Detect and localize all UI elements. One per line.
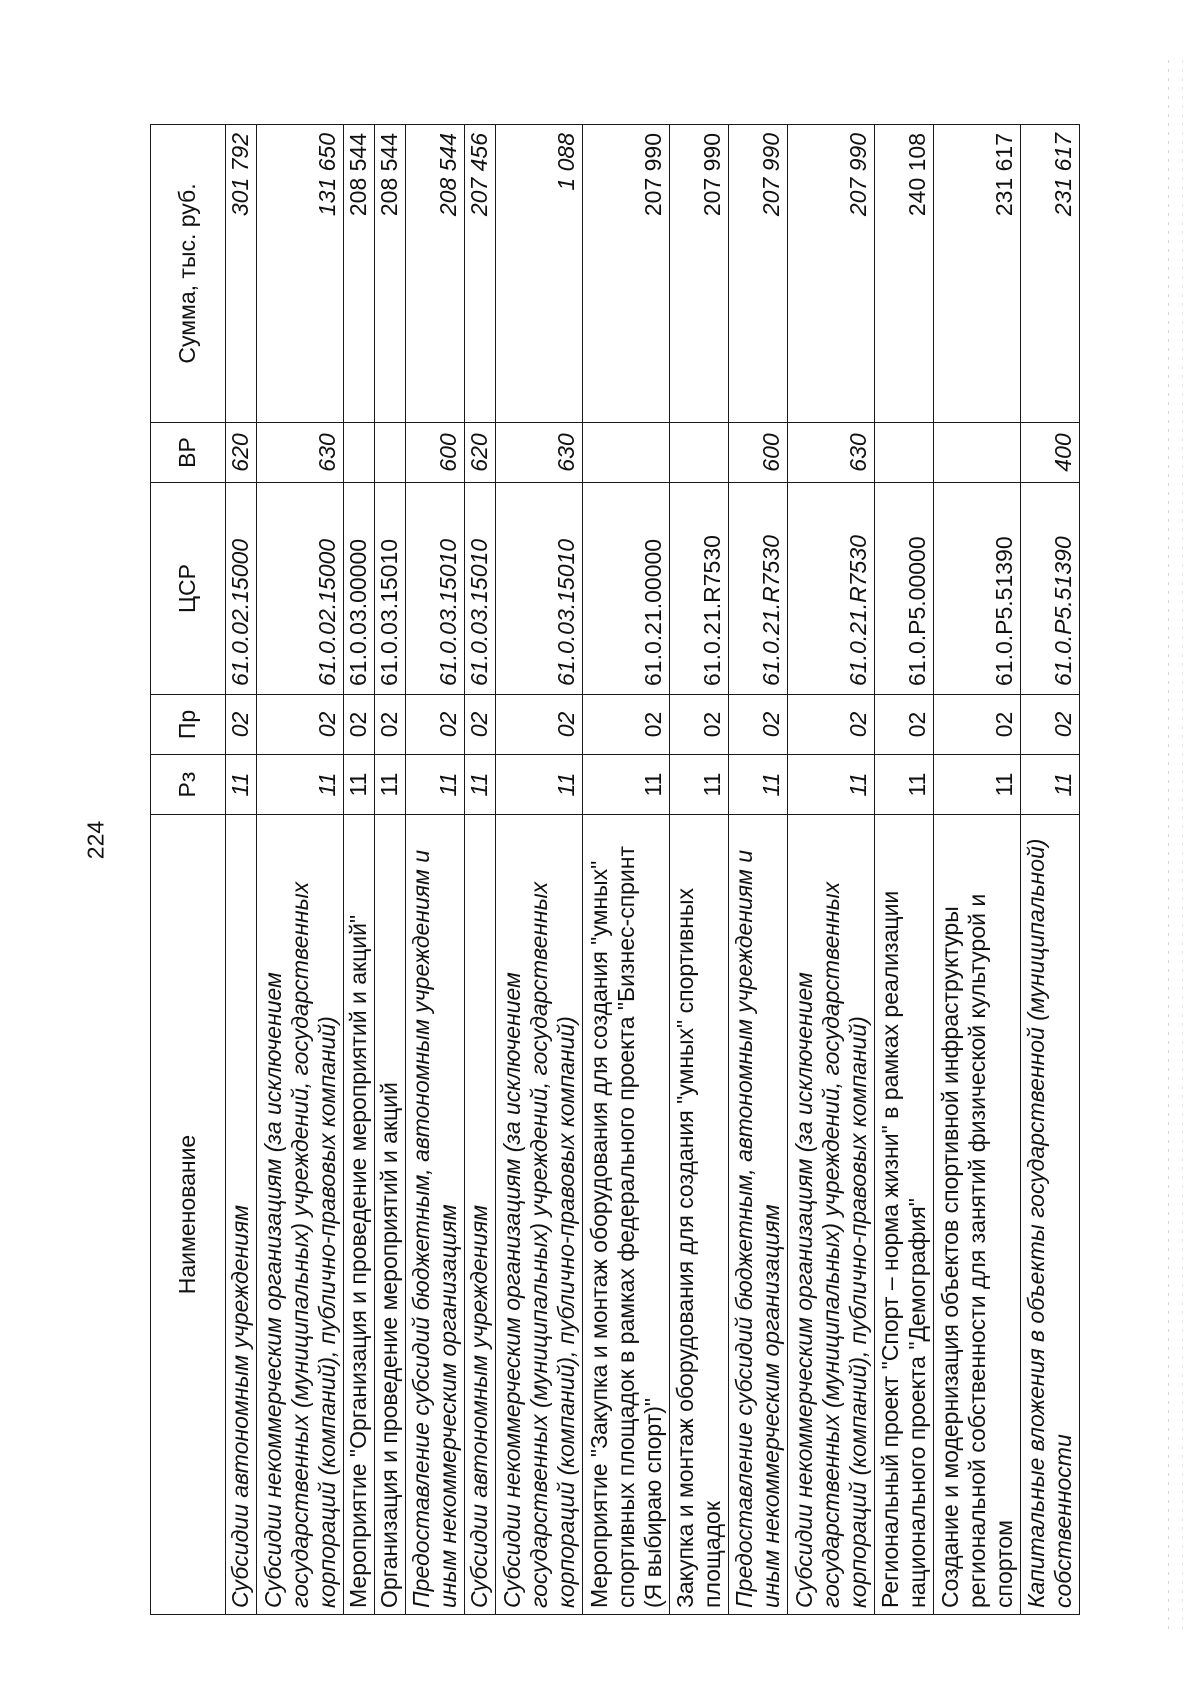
- header-pr: Пр: [151, 695, 226, 755]
- table-row: [226, 125, 257, 1615]
- cell-pr: 02: [375, 695, 406, 755]
- cell-csr: 61.0.P5.51390: [1020, 483, 1079, 695]
- cell-vr: 620: [226, 423, 257, 483]
- cell-vr: 600: [406, 423, 465, 483]
- table-header: [151, 125, 226, 1615]
- cell-vr: [375, 423, 406, 483]
- cell-pr: 02: [670, 695, 729, 755]
- table-row: [257, 125, 344, 1615]
- table-row: [874, 125, 933, 1615]
- cell-csr: 61.0.03.15010: [496, 483, 583, 695]
- cell-rz: 11: [583, 755, 670, 815]
- cell-rz: 11: [226, 755, 257, 815]
- cell-rz: 11: [1020, 755, 1079, 815]
- cell-csr: 61.0.21.R7530: [670, 483, 729, 695]
- cell-pr: 02: [406, 695, 465, 755]
- cell-vr: 630: [788, 423, 875, 483]
- cell-vr: 400: [1020, 423, 1079, 483]
- cell-name: Создание и модернизация объектов спортивной инфраструктуры региональной собственности для занятий физической культурой и спортом: [933, 815, 1020, 1615]
- cell-sum: 208 544: [406, 125, 465, 423]
- cell-name: Региональный проект "Спорт – норма жизни" в рамках реализации национального проекта "Демография": [874, 815, 933, 1615]
- cell-name: Мероприятие "Организация и проведение мероприятий и акций": [343, 815, 374, 1615]
- cell-rz: 11: [375, 755, 406, 815]
- cell-name: Субсидии некоммерческим организациям (за исключением государственных (муниципальных) учреждений, государственных корпораций (компаний), публично-правовых компаний): [788, 815, 875, 1615]
- cell-sum: 207 456: [465, 125, 496, 423]
- cell-rz: 11: [788, 755, 875, 815]
- cell-csr: 61.0.02.15000: [226, 483, 257, 695]
- header-csr: ЦСР: [151, 483, 226, 695]
- cell-sum: 131 650: [257, 125, 344, 423]
- cell-pr: 02: [1020, 695, 1079, 755]
- cell-rz: 11: [729, 755, 788, 815]
- cell-vr: [933, 423, 1020, 483]
- cell-csr: 61.0.P5.51390: [933, 483, 1020, 695]
- cell-name: Субсидии некоммерческим организациям (за исключением государственных (муниципальных) учреждений, государственных корпораций (компаний), публично-правовых компаний): [257, 815, 344, 1615]
- cell-sum: 207 990: [729, 125, 788, 423]
- cell-rz: 11: [670, 755, 729, 815]
- cell-csr: 61.0.21.R7530: [788, 483, 875, 695]
- table-body: [226, 125, 1080, 1615]
- page-number: 224: [82, 820, 109, 860]
- cell-sum: 231 617: [933, 125, 1020, 423]
- cell-name: Капитальные вложения в объекты государственной (муниципальной) собственности: [1020, 815, 1079, 1615]
- cell-vr: 630: [496, 423, 583, 483]
- cell-rz: 11: [933, 755, 1020, 815]
- table-row: [465, 125, 496, 1615]
- cell-name: Мероприятие "Закупка и монтаж оборудования для создания "умных" спортивных площадок в рамках федерального проекта "Бизнес-спринт (Я выбираю спорт)": [583, 815, 670, 1615]
- cell-rz: 11: [874, 755, 933, 815]
- cell-csr: 61.0.03.15010: [406, 483, 465, 695]
- cell-vr: [874, 423, 933, 483]
- cell-name: Субсидии некоммерческим организациям (за исключением государственных (муниципальных) учреждений, государственных корпораций (компаний), публично-правовых компаний): [496, 815, 583, 1615]
- cell-name: Предоставление субсидий бюджетным, автономным учреждениям и иным некоммерческим организациям: [729, 815, 788, 1615]
- cell-sum: 208 544: [375, 125, 406, 423]
- cell-vr: [343, 423, 374, 483]
- cell-csr: 61.0.02.15000: [257, 483, 344, 695]
- cell-sum: 1 088: [496, 125, 583, 423]
- budget-table-container: [150, 125, 1080, 1615]
- cell-rz: 11: [406, 755, 465, 815]
- cell-rz: 11: [257, 755, 344, 815]
- table-row: [343, 125, 374, 1615]
- cell-csr: 61.0.03.15010: [375, 483, 406, 695]
- budget-table: [150, 124, 1080, 1615]
- cell-vr: 600: [729, 423, 788, 483]
- cell-csr: 61.0.P5.00000: [874, 483, 933, 695]
- cell-csr: 61.0.21.00000: [583, 483, 670, 695]
- cell-pr: 02: [583, 695, 670, 755]
- cell-csr: 61.0.21.R7530: [729, 483, 788, 695]
- cell-pr: 02: [729, 695, 788, 755]
- cell-name: Предоставление субсидий бюджетным, автономным учреждениям и иным некоммерческим организациям: [406, 815, 465, 1615]
- cell-name: Организация и проведение мероприятий и акций: [375, 815, 406, 1615]
- cell-pr: 02: [257, 695, 344, 755]
- cell-pr: 02: [343, 695, 374, 755]
- cell-vr: [670, 423, 729, 483]
- table-row: [670, 125, 729, 1615]
- table-row: [406, 125, 465, 1615]
- cell-csr: 61.0.03.15010: [465, 483, 496, 695]
- table-row: [496, 125, 583, 1615]
- cell-vr: 620: [465, 423, 496, 483]
- table-row: [1020, 125, 1079, 1615]
- cell-pr: 02: [788, 695, 875, 755]
- cell-sum: 208 544: [343, 125, 374, 423]
- cell-sum: 240 108: [874, 125, 933, 423]
- cell-sum: 301 792: [226, 125, 257, 423]
- header-rz: Рз: [151, 755, 226, 815]
- cell-pr: 02: [933, 695, 1020, 755]
- cell-name: Закупка и монтаж оборудования для создания "умных" спортивных площадок: [670, 815, 729, 1615]
- header-sum: Сумма, тыс. руб.: [151, 125, 226, 423]
- cell-pr: 02: [465, 695, 496, 755]
- cell-csr: 61.0.03.00000: [343, 483, 374, 695]
- cell-sum: 207 990: [583, 125, 670, 423]
- cell-pr: 02: [226, 695, 257, 755]
- cell-vr: [583, 423, 670, 483]
- cell-rz: 11: [343, 755, 374, 815]
- cell-name: Субсидии автономным учреждениям: [465, 815, 496, 1615]
- header-vr: ВР: [151, 423, 226, 483]
- cell-pr: 02: [496, 695, 583, 755]
- cell-sum: 207 990: [788, 125, 875, 423]
- cell-rz: 11: [496, 755, 583, 815]
- table-row: [933, 125, 1020, 1615]
- cell-vr: 630: [257, 423, 344, 483]
- cell-pr: 02: [874, 695, 933, 755]
- cell-rz: 11: [465, 755, 496, 815]
- cell-sum: 231 617: [1020, 125, 1079, 423]
- table-row: [788, 125, 875, 1615]
- table-row: [729, 125, 788, 1615]
- cell-sum: 207 990: [670, 125, 729, 423]
- table-row: [375, 125, 406, 1615]
- table-row: [583, 125, 670, 1615]
- header-name: Наименование: [151, 815, 226, 1615]
- cell-name: Субсидии автономным учреждениям: [226, 815, 257, 1615]
